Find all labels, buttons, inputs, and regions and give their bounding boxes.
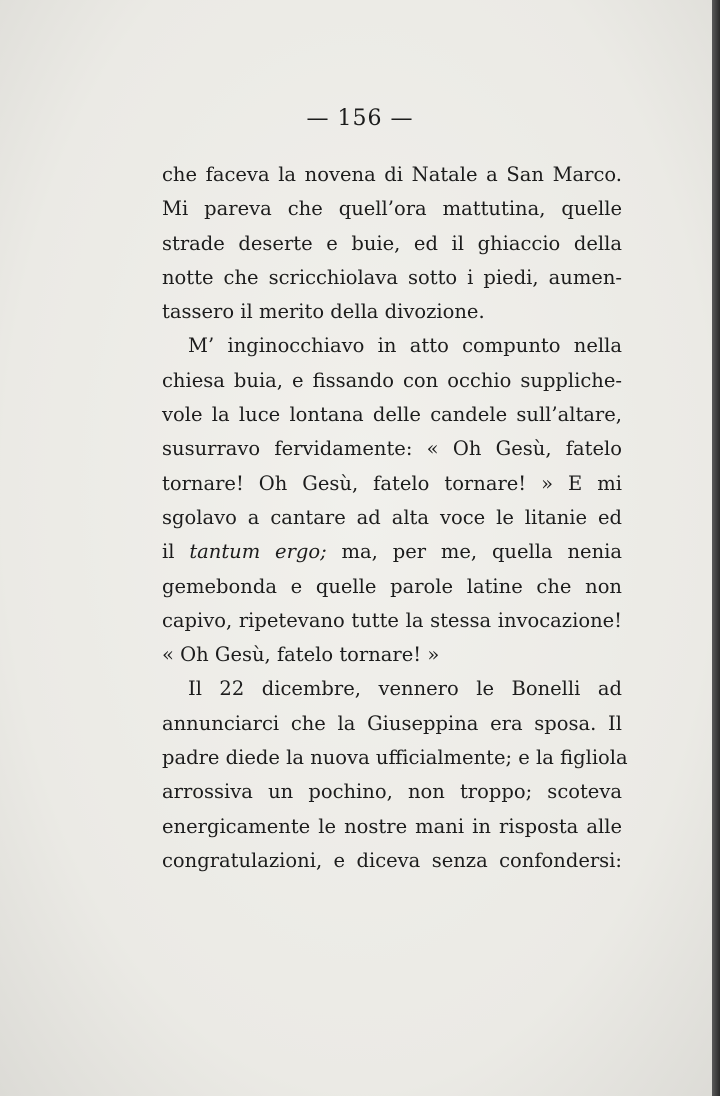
italic-phrase: tantum ergo;	[189, 540, 327, 564]
text-line: capivo, ripetevano tutte la stessa invocazione!	[162, 608, 622, 632]
text-line: Mi pareva che quell’ora mattutina, quelle	[162, 197, 622, 221]
text-line	[162, 535, 622, 569]
text-line: arrossiva un pochino, non troppo; scoteva	[162, 780, 622, 804]
text-segment: ma, per me, quella nenia	[326, 540, 622, 564]
text-line: padre diede la nuova ufficialmente; e la figliola	[162, 746, 628, 770]
text-line: tornare! Oh Gesù, fatelo tornare! » E mi	[162, 471, 622, 495]
text-segment: il	[162, 540, 190, 564]
text-line: chiesa buia, e fissando con occhio suppliche-	[162, 368, 622, 392]
text-line: tassero il merito della divozione.	[162, 300, 485, 324]
text-line: notte che scricchiolava sotto i piedi, aumen-	[162, 265, 622, 289]
text-line: congratulazioni, e diceva senza confondersi:	[162, 848, 622, 872]
page-number: — 156 —	[306, 106, 414, 131]
text-line: annunciarci che la Giuseppina era sposa. Il	[162, 711, 622, 735]
text-line: che faceva la novena di Natale a San Marco.	[162, 163, 622, 186]
text-line: gemebonda e quelle parole latine che non	[162, 574, 622, 598]
text-line: Il 22 dicembre, vennero le Bonelli ad	[188, 677, 622, 701]
page-edge-shadow	[712, 0, 720, 1096]
text-line: vole la luce lontana delle candele sull’altare,	[162, 403, 622, 427]
text-line: energicamente le nostre mani in risposta alle	[162, 814, 622, 838]
text-line: strade deserte e buie, ed il ghiaccio della	[162, 231, 622, 255]
body-text	[162, 158, 628, 878]
text-line: sgolavo a cantare ad alta voce le litanie ed	[162, 505, 622, 529]
text-line: « Oh Gesù, fatelo tornare! »	[162, 643, 440, 667]
text-line: M’ inginocchiavo in atto compunto nella	[188, 334, 622, 358]
text-line: susurravo fervidamente: « Oh Gesù, fatelo	[162, 437, 622, 461]
